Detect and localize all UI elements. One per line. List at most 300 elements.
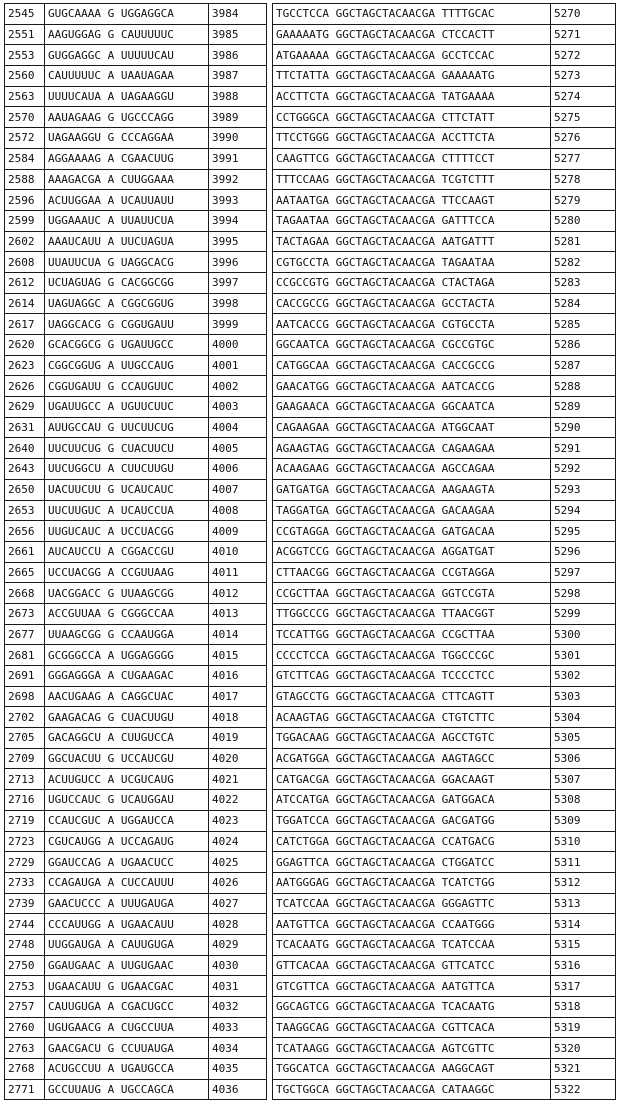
enzyme-seq-id-cell: 5271 (551, 24, 616, 45)
enzyme-seq-id-cell: 5311 (551, 852, 616, 873)
position-cell: 2681 (5, 645, 45, 666)
enzyme-sequence-cell: TTTCCAAG GGCTAGCTACAACGA TCGTCTTT (273, 169, 551, 190)
substrate-sequence-cell: GGAUCCAG A UGAACUCC (45, 852, 209, 873)
position-cell: 2719 (5, 810, 45, 831)
substrate-sequence-cell: UUCUGGCU A CUUCUUGU (45, 459, 209, 480)
enzyme-seq-id-cell: 5315 (551, 934, 616, 955)
table-row (5, 417, 616, 438)
substrate-sequence-cell: UGAUUGCC A UGUUCUUC (45, 397, 209, 418)
substrate-seq-id-cell: 4033 (209, 1017, 267, 1038)
enzyme-sequence-cell: CACCGCCG GGCTAGCTACAACGA GCCTACTA (273, 293, 551, 314)
substrate-seq-id-cell: 4003 (209, 397, 267, 418)
enzyme-seq-id-cell: 5291 (551, 438, 616, 459)
substrate-seq-id-cell: 4019 (209, 728, 267, 749)
position-cell: 2753 (5, 976, 45, 997)
enzyme-sequence-cell: TGGACAAG GGCTAGCTACAACGA AGCCTGTC (273, 728, 551, 749)
position-cell: 2691 (5, 666, 45, 687)
enzyme-seq-id-cell: 5285 (551, 314, 616, 335)
enzyme-seq-id-cell: 5287 (551, 355, 616, 376)
enzyme-sequence-cell: GGCAGTCG GGCTAGCTACAACGA TCACAATG (273, 997, 551, 1018)
table-row (5, 686, 616, 707)
enzyme-seq-id-cell: 5309 (551, 810, 616, 831)
enzyme-seq-id-cell: 5300 (551, 624, 616, 645)
enzyme-sequence-cell: ACCTTCTA GGCTAGCTACAACGA TATGAAAA (273, 86, 551, 107)
enzyme-seq-id-cell: 5281 (551, 231, 616, 252)
table-row (5, 335, 616, 356)
substrate-sequence-cell: GAAGACAG G CUACUUGU (45, 707, 209, 728)
table-row (5, 583, 616, 604)
enzyme-seq-id-cell: 5286 (551, 335, 616, 356)
position-cell: 2673 (5, 603, 45, 624)
position-cell: 2744 (5, 914, 45, 935)
substrate-sequence-cell: CCAUCGUC A UGGAUCCA (45, 810, 209, 831)
enzyme-sequence-cell: TGCTGGCA GGCTAGCTACAACGA CATAAGGC (273, 1079, 551, 1100)
substrate-sequence-cell: UACUUCUU G UCAUCAUC (45, 479, 209, 500)
table-row (5, 107, 616, 128)
substrate-sequence-cell: UCCUACGG A CCGUUAAG (45, 562, 209, 583)
substrate-seq-id-cell: 3984 (209, 4, 267, 25)
substrate-sequence-cell: UAGAAGGU G CCCAGGAA (45, 128, 209, 149)
substrate-sequence-cell: UUAUUCUA G UAGGCACG (45, 252, 209, 273)
substrate-seq-id-cell: 3995 (209, 231, 267, 252)
enzyme-seq-id-cell: 5302 (551, 666, 616, 687)
substrate-sequence-cell: GCACGGCG G UGAUUGCC (45, 335, 209, 356)
substrate-seq-id-cell: 4007 (209, 479, 267, 500)
substrate-sequence-cell: UAGGCACG G CGGUGAUU (45, 314, 209, 335)
table-row (5, 66, 616, 87)
substrate-seq-id-cell: 4012 (209, 583, 267, 604)
substrate-seq-id-cell: 3993 (209, 190, 267, 211)
enzyme-sequence-cell: ATCCATGA GGCTAGCTACAACGA GATGGACA (273, 790, 551, 811)
enzyme-sequence-cell: CATCTGGA GGCTAGCTACAACGA CCATGACG (273, 831, 551, 852)
substrate-sequence-cell: UAGUAGGC A CGGCGGUG (45, 293, 209, 314)
substrate-sequence-cell: CCCAUUGG A UGAACAUU (45, 914, 209, 935)
substrate-seq-id-cell: 4034 (209, 1038, 267, 1059)
table-row (5, 728, 616, 749)
substrate-sequence-cell: CAUUGUGA A CGACUGCC (45, 997, 209, 1018)
substrate-seq-id-cell: 4009 (209, 521, 267, 542)
substrate-seq-id-cell: 3991 (209, 148, 267, 169)
substrate-seq-id-cell: 4023 (209, 810, 267, 831)
enzyme-sequence-cell: CCCCTCCA GGCTAGCTACAACGA TGGCCCGC (273, 645, 551, 666)
substrate-sequence-cell: UCUAGUAG G CACGGCGG (45, 272, 209, 293)
enzyme-seq-id-cell: 5294 (551, 500, 616, 521)
enzyme-seq-id-cell: 5274 (551, 86, 616, 107)
position-cell: 2614 (5, 293, 45, 314)
substrate-seq-id-cell: 4036 (209, 1079, 267, 1100)
enzyme-seq-id-cell: 5306 (551, 748, 616, 769)
substrate-seq-id-cell: 4002 (209, 376, 267, 397)
enzyme-sequence-cell: TAAGGCAG GGCTAGCTACAACGA CGTTCACA (273, 1017, 551, 1038)
table-row (5, 1038, 616, 1059)
enzyme-seq-id-cell: 5297 (551, 562, 616, 583)
substrate-sequence-cell: GACAGGCU A CUUGUCCA (45, 728, 209, 749)
enzyme-seq-id-cell: 5299 (551, 603, 616, 624)
substrate-sequence-cell: UGUGAACG A CUGCCUUA (45, 1017, 209, 1038)
enzyme-seq-id-cell: 5305 (551, 728, 616, 749)
position-cell: 2560 (5, 66, 45, 87)
enzyme-seq-id-cell: 5282 (551, 252, 616, 273)
position-cell: 2563 (5, 86, 45, 107)
enzyme-seq-id-cell: 5284 (551, 293, 616, 314)
position-cell: 2553 (5, 45, 45, 66)
position-cell: 2602 (5, 231, 45, 252)
table-row (5, 272, 616, 293)
enzyme-seq-id-cell: 5289 (551, 397, 616, 418)
substrate-sequence-cell: GCGGGCCA A UGGAGGGG (45, 645, 209, 666)
enzyme-seq-id-cell: 5270 (551, 4, 616, 25)
enzyme-seq-id-cell: 5307 (551, 769, 616, 790)
substrate-sequence-cell: AAAGACGA A CUUGGAAA (45, 169, 209, 190)
substrate-sequence-cell: GAACGACU G CCUUAUGA (45, 1038, 209, 1059)
position-cell: 2572 (5, 128, 45, 149)
enzyme-sequence-cell: GGAGTTCA GGCTAGCTACAACGA CTGGATCC (273, 852, 551, 873)
table-row (5, 521, 616, 542)
enzyme-sequence-cell: CTTAACGG GGCTAGCTACAACGA CCGTAGGA (273, 562, 551, 583)
enzyme-sequence-cell: CAGAAGAA GGCTAGCTACAACGA ATGGCAAT (273, 417, 551, 438)
substrate-sequence-cell: AUCAUCCU A CGGACCGU (45, 541, 209, 562)
substrate-sequence-cell: CCAGAUGA A CUCCAUUU (45, 872, 209, 893)
substrate-sequence-cell: AAUAGAAG G UGCCCAGG (45, 107, 209, 128)
table-row (5, 438, 616, 459)
substrate-sequence-cell: GCCUUAUG A UGCCAGCA (45, 1079, 209, 1100)
substrate-sequence-cell: CGGCGGUG A UUGCCAUG (45, 355, 209, 376)
enzyme-seq-id-cell: 5290 (551, 417, 616, 438)
enzyme-sequence-cell: AATAATGA GGCTAGCTACAACGA TTCCAAGT (273, 190, 551, 211)
position-cell: 2713 (5, 769, 45, 790)
table-row (5, 893, 616, 914)
enzyme-sequence-cell: GAACATGG GGCTAGCTACAACGA AATCACCG (273, 376, 551, 397)
enzyme-seq-id-cell: 5317 (551, 976, 616, 997)
enzyme-seq-id-cell: 5298 (551, 583, 616, 604)
table-row (5, 479, 616, 500)
table-row (5, 624, 616, 645)
enzyme-seq-id-cell: 5304 (551, 707, 616, 728)
table-row (5, 190, 616, 211)
table-row (5, 86, 616, 107)
position-cell: 2584 (5, 148, 45, 169)
enzyme-seq-id-cell: 5295 (551, 521, 616, 542)
substrate-sequence-cell: UUCUUCUG G CUACUUCU (45, 438, 209, 459)
substrate-sequence-cell: UUGGAUGA A CAUUGUGA (45, 934, 209, 955)
substrate-seq-id-cell: 4027 (209, 893, 267, 914)
substrate-sequence-cell: GUGCAAAA G UGGAGGCA (45, 4, 209, 25)
position-cell: 2643 (5, 459, 45, 480)
substrate-seq-id-cell: 4020 (209, 748, 267, 769)
substrate-seq-id-cell: 4008 (209, 500, 267, 521)
table-row (5, 562, 616, 583)
substrate-seq-id-cell: 3994 (209, 210, 267, 231)
table-row (5, 872, 616, 893)
substrate-seq-id-cell: 4022 (209, 790, 267, 811)
enzyme-sequence-cell: ATGAAAAA GGCTAGCTACAACGA GCCTCCAC (273, 45, 551, 66)
enzyme-sequence-cell: CATGGCAA GGCTAGCTACAACGA CACCGCCG (273, 355, 551, 376)
enzyme-sequence-cell: ACGGTCCG GGCTAGCTACAACGA AGGATGAT (273, 541, 551, 562)
substrate-seq-id-cell: 3996 (209, 252, 267, 273)
substrate-sequence-cell: UUUUCAUA A UAGAAGGU (45, 86, 209, 107)
table-row (5, 955, 616, 976)
position-cell: 2668 (5, 583, 45, 604)
table-row (5, 169, 616, 190)
position-cell: 2763 (5, 1038, 45, 1059)
enzyme-seq-id-cell: 5312 (551, 872, 616, 893)
substrate-sequence-cell: GUGGAGGC A UUUUUCAU (45, 45, 209, 66)
enzyme-seq-id-cell: 5314 (551, 914, 616, 935)
substrate-seq-id-cell: 3989 (209, 107, 267, 128)
substrate-sequence-cell: UUAAGCGG G CCAAUGGA (45, 624, 209, 645)
substrate-sequence-cell: CGGUGAUU G CCAUGUUC (45, 376, 209, 397)
enzyme-seq-id-cell: 5301 (551, 645, 616, 666)
position-cell: 2626 (5, 376, 45, 397)
enzyme-sequence-cell: TACTAGAA GGCTAGCTACAACGA AATGATTT (273, 231, 551, 252)
substrate-seq-id-cell: 4016 (209, 666, 267, 687)
enzyme-seq-id-cell: 5279 (551, 190, 616, 211)
substrate-sequence-cell: UGAACAUU G UGAACGAC (45, 976, 209, 997)
enzyme-seq-id-cell: 5320 (551, 1038, 616, 1059)
substrate-sequence-cell: GGCUACUU G UCCAUCGU (45, 748, 209, 769)
table-row (5, 748, 616, 769)
table-row (5, 914, 616, 935)
table-row (5, 603, 616, 624)
substrate-sequence-cell: AAAUCAUU A UUCUAGUA (45, 231, 209, 252)
substrate-seq-id-cell: 4010 (209, 541, 267, 562)
substrate-seq-id-cell: 4018 (209, 707, 267, 728)
sequence-table (4, 3, 616, 1100)
substrate-seq-id-cell: 4004 (209, 417, 267, 438)
substrate-seq-id-cell: 4029 (209, 934, 267, 955)
substrate-seq-id-cell: 3992 (209, 169, 267, 190)
enzyme-seq-id-cell: 5316 (551, 955, 616, 976)
table-row (5, 45, 616, 66)
enzyme-seq-id-cell: 5296 (551, 541, 616, 562)
enzyme-seq-id-cell: 5318 (551, 997, 616, 1018)
position-cell: 2629 (5, 397, 45, 418)
substrate-seq-id-cell: 4001 (209, 355, 267, 376)
enzyme-sequence-cell: GAAAAATG GGCTAGCTACAACGA CTCCACTT (273, 24, 551, 45)
enzyme-sequence-cell: CCGCCGTG GGCTAGCTACAACGA CTACTAGA (273, 272, 551, 293)
enzyme-seq-id-cell: 5278 (551, 169, 616, 190)
table-row (5, 293, 616, 314)
substrate-seq-id-cell: 3997 (209, 272, 267, 293)
enzyme-sequence-cell: AATGGGAG GGCTAGCTACAACGA TCATCTGG (273, 872, 551, 893)
enzyme-sequence-cell: GTCTTCAG GGCTAGCTACAACGA TCCCCTCC (273, 666, 551, 687)
substrate-sequence-cell: AUUGCCAU G UUCUUCUG (45, 417, 209, 438)
substrate-seq-id-cell: 4035 (209, 1059, 267, 1080)
enzyme-sequence-cell: AATGTTCA GGCTAGCTACAACGA CCAATGGG (273, 914, 551, 935)
substrate-sequence-cell: GGAUGAAC A UUGUGAAC (45, 955, 209, 976)
substrate-sequence-cell: AAGUGGAG G CAUUUUUC (45, 24, 209, 45)
enzyme-sequence-cell: TCATAAGG GGCTAGCTACAACGA AGTCGTTC (273, 1038, 551, 1059)
position-cell: 2677 (5, 624, 45, 645)
position-cell: 2588 (5, 169, 45, 190)
table-row (5, 355, 616, 376)
position-cell: 2623 (5, 355, 45, 376)
substrate-sequence-cell: ACUGCCUU A UGAUGCCA (45, 1059, 209, 1080)
enzyme-seq-id-cell: 5283 (551, 272, 616, 293)
table-row (5, 252, 616, 273)
enzyme-sequence-cell: ACAAGTAG GGCTAGCTACAACGA CTGTCTTC (273, 707, 551, 728)
enzyme-sequence-cell: ACGATGGA GGCTAGCTACAACGA AAGTAGCC (273, 748, 551, 769)
table-row (5, 376, 616, 397)
substrate-seq-id-cell: 4030 (209, 955, 267, 976)
enzyme-seq-id-cell: 5273 (551, 66, 616, 87)
enzyme-sequence-cell: TTGGCCCG GGCTAGCTACAACGA TTAACGGT (273, 603, 551, 624)
substrate-sequence-cell: GAACUCCC A UUUGAUGA (45, 893, 209, 914)
enzyme-sequence-cell: GTTCACAA GGCTAGCTACAACGA GTTCATCC (273, 955, 551, 976)
substrate-seq-id-cell: 3987 (209, 66, 267, 87)
table-row (5, 976, 616, 997)
position-cell: 2665 (5, 562, 45, 583)
substrate-sequence-cell: CAUUUUUC A UAAUAGAA (45, 66, 209, 87)
position-cell: 2698 (5, 686, 45, 707)
substrate-sequence-cell: CGUCAUGG A UCCAGAUG (45, 831, 209, 852)
position-cell: 2757 (5, 997, 45, 1018)
position-cell: 2709 (5, 748, 45, 769)
enzyme-sequence-cell: CCGTAGGA GGCTAGCTACAACGA GATGACAA (273, 521, 551, 542)
enzyme-sequence-cell: CCTGGGCA GGCTAGCTACAACGA CTTCTATT (273, 107, 551, 128)
substrate-seq-id-cell: 4006 (209, 459, 267, 480)
substrate-seq-id-cell: 3986 (209, 45, 267, 66)
position-cell: 2653 (5, 500, 45, 521)
enzyme-sequence-cell: CAAGTTCG GGCTAGCTACAACGA CTTTTCCT (273, 148, 551, 169)
substrate-seq-id-cell: 4026 (209, 872, 267, 893)
table-row (5, 666, 616, 687)
position-cell: 2729 (5, 852, 45, 873)
enzyme-seq-id-cell: 5288 (551, 376, 616, 397)
substrate-sequence-cell: GGGAGGGA A CUGAAGAC (45, 666, 209, 687)
position-cell: 2771 (5, 1079, 45, 1100)
position-cell: 2716 (5, 790, 45, 811)
enzyme-sequence-cell: TTCTATTA GGCTAGCTACAACGA GAAAAATG (273, 66, 551, 87)
position-cell: 2748 (5, 934, 45, 955)
table-row (5, 397, 616, 418)
substrate-seq-id-cell: 4032 (209, 997, 267, 1018)
table-row (5, 500, 616, 521)
enzyme-sequence-cell: GATGATGA GGCTAGCTACAACGA AAGAAGTA (273, 479, 551, 500)
enzyme-sequence-cell: TAGAATAA GGCTAGCTACAACGA GATTTCCA (273, 210, 551, 231)
position-cell: 2739 (5, 893, 45, 914)
enzyme-sequence-cell: AGAAGTAG GGCTAGCTACAACGA CAGAAGAA (273, 438, 551, 459)
position-cell: 2733 (5, 872, 45, 893)
table-row (5, 810, 616, 831)
enzyme-seq-id-cell: 5303 (551, 686, 616, 707)
enzyme-sequence-cell: TGGCATCA GGCTAGCTACAACGA AAGGCAGT (273, 1059, 551, 1080)
enzyme-sequence-cell: AATCACCG GGCTAGCTACAACGA CGTGCCTA (273, 314, 551, 335)
enzyme-sequence-cell: CGTGCCTA GGCTAGCTACAACGA TAGAATAA (273, 252, 551, 273)
position-cell: 2596 (5, 190, 45, 211)
position-cell: 2551 (5, 24, 45, 45)
enzyme-sequence-cell: GAAGAACA GGCTAGCTACAACGA GGCAATCA (273, 397, 551, 418)
table-row (5, 541, 616, 562)
position-cell: 2599 (5, 210, 45, 231)
enzyme-sequence-cell: ACAAGAAG GGCTAGCTACAACGA AGCCAGAA (273, 459, 551, 480)
substrate-sequence-cell: ACCGUUAA G CGGGCCAA (45, 603, 209, 624)
substrate-sequence-cell: AACUGAAG A CAGGCUAC (45, 686, 209, 707)
enzyme-seq-id-cell: 5310 (551, 831, 616, 852)
substrate-sequence-cell: AGGAAAAG A CGAACUUG (45, 148, 209, 169)
table-row (5, 707, 616, 728)
enzyme-sequence-cell: TGGATCCA GGCTAGCTACAACGA GACGATGG (273, 810, 551, 831)
enzyme-seq-id-cell: 5275 (551, 107, 616, 128)
position-cell: 2661 (5, 541, 45, 562)
position-cell: 2702 (5, 707, 45, 728)
substrate-sequence-cell: UGGAAAUC A UUAUUCUA (45, 210, 209, 231)
position-cell: 2617 (5, 314, 45, 335)
enzyme-seq-id-cell: 5322 (551, 1079, 616, 1100)
position-cell: 2760 (5, 1017, 45, 1038)
enzyme-sequence-cell: GTAGCCTG GGCTAGCTACAACGA CTTCAGTT (273, 686, 551, 707)
substrate-seq-id-cell: 4021 (209, 769, 267, 790)
substrate-seq-id-cell: 4031 (209, 976, 267, 997)
substrate-seq-id-cell: 4024 (209, 831, 267, 852)
enzyme-sequence-cell: TCCATTGG GGCTAGCTACAACGA CCGCTTAA (273, 624, 551, 645)
table-row (5, 790, 616, 811)
substrate-seq-id-cell: 4011 (209, 562, 267, 583)
enzyme-sequence-cell: GTCGTTCA GGCTAGCTACAACGA AATGTTCA (273, 976, 551, 997)
substrate-seq-id-cell: 4005 (209, 438, 267, 459)
substrate-seq-id-cell: 4013 (209, 603, 267, 624)
table-row (5, 852, 616, 873)
substrate-sequence-cell: ACUUGGAA A UCAUUAUU (45, 190, 209, 211)
position-cell: 2608 (5, 252, 45, 273)
position-cell: 2640 (5, 438, 45, 459)
enzyme-seq-id-cell: 5276 (551, 128, 616, 149)
table-row (5, 831, 616, 852)
position-cell: 2545 (5, 4, 45, 25)
substrate-seq-id-cell: 3990 (209, 128, 267, 149)
substrate-seq-id-cell: 4025 (209, 852, 267, 873)
table-row (5, 1017, 616, 1038)
enzyme-seq-id-cell: 5272 (551, 45, 616, 66)
substrate-seq-id-cell: 3999 (209, 314, 267, 335)
table-row (5, 314, 616, 335)
table-row (5, 459, 616, 480)
position-cell: 2705 (5, 728, 45, 749)
enzyme-seq-id-cell: 5319 (551, 1017, 616, 1038)
substrate-seq-id-cell: 4028 (209, 914, 267, 935)
position-cell: 2656 (5, 521, 45, 542)
table-row (5, 148, 616, 169)
table-row (5, 24, 616, 45)
enzyme-sequence-cell: TCATCCAA GGCTAGCTACAACGA GGGAGTTC (273, 893, 551, 914)
enzyme-seq-id-cell: 5277 (551, 148, 616, 169)
table-row (5, 1059, 616, 1080)
substrate-seq-id-cell: 4015 (209, 645, 267, 666)
table-row (5, 645, 616, 666)
substrate-sequence-cell: ACUUGUCC A UCGUCAUG (45, 769, 209, 790)
substrate-seq-id-cell: 4000 (209, 335, 267, 356)
substrate-sequence-cell: UACGGACC G UUAAGCGG (45, 583, 209, 604)
substrate-seq-id-cell: 4014 (209, 624, 267, 645)
table-row (5, 4, 616, 25)
position-cell: 2620 (5, 335, 45, 356)
substrate-seq-id-cell: 4017 (209, 686, 267, 707)
enzyme-seq-id-cell: 5321 (551, 1059, 616, 1080)
position-cell: 2570 (5, 107, 45, 128)
enzyme-seq-id-cell: 5280 (551, 210, 616, 231)
table-row (5, 997, 616, 1018)
position-cell: 2612 (5, 272, 45, 293)
table-row (5, 231, 616, 252)
position-cell: 2723 (5, 831, 45, 852)
enzyme-sequence-cell: TTCCTGGG GGCTAGCTACAACGA ACCTTCTA (273, 128, 551, 149)
enzyme-sequence-cell: TGCCTCCA GGCTAGCTACAACGA TTTTGCAC (273, 4, 551, 25)
substrate-seq-id-cell: 3998 (209, 293, 267, 314)
position-cell: 2750 (5, 955, 45, 976)
substrate-sequence-cell: UUGUCAUC A UCCUACGG (45, 521, 209, 542)
table-row (5, 934, 616, 955)
substrate-sequence-cell: UGUCCAUC G UCAUGGAU (45, 790, 209, 811)
